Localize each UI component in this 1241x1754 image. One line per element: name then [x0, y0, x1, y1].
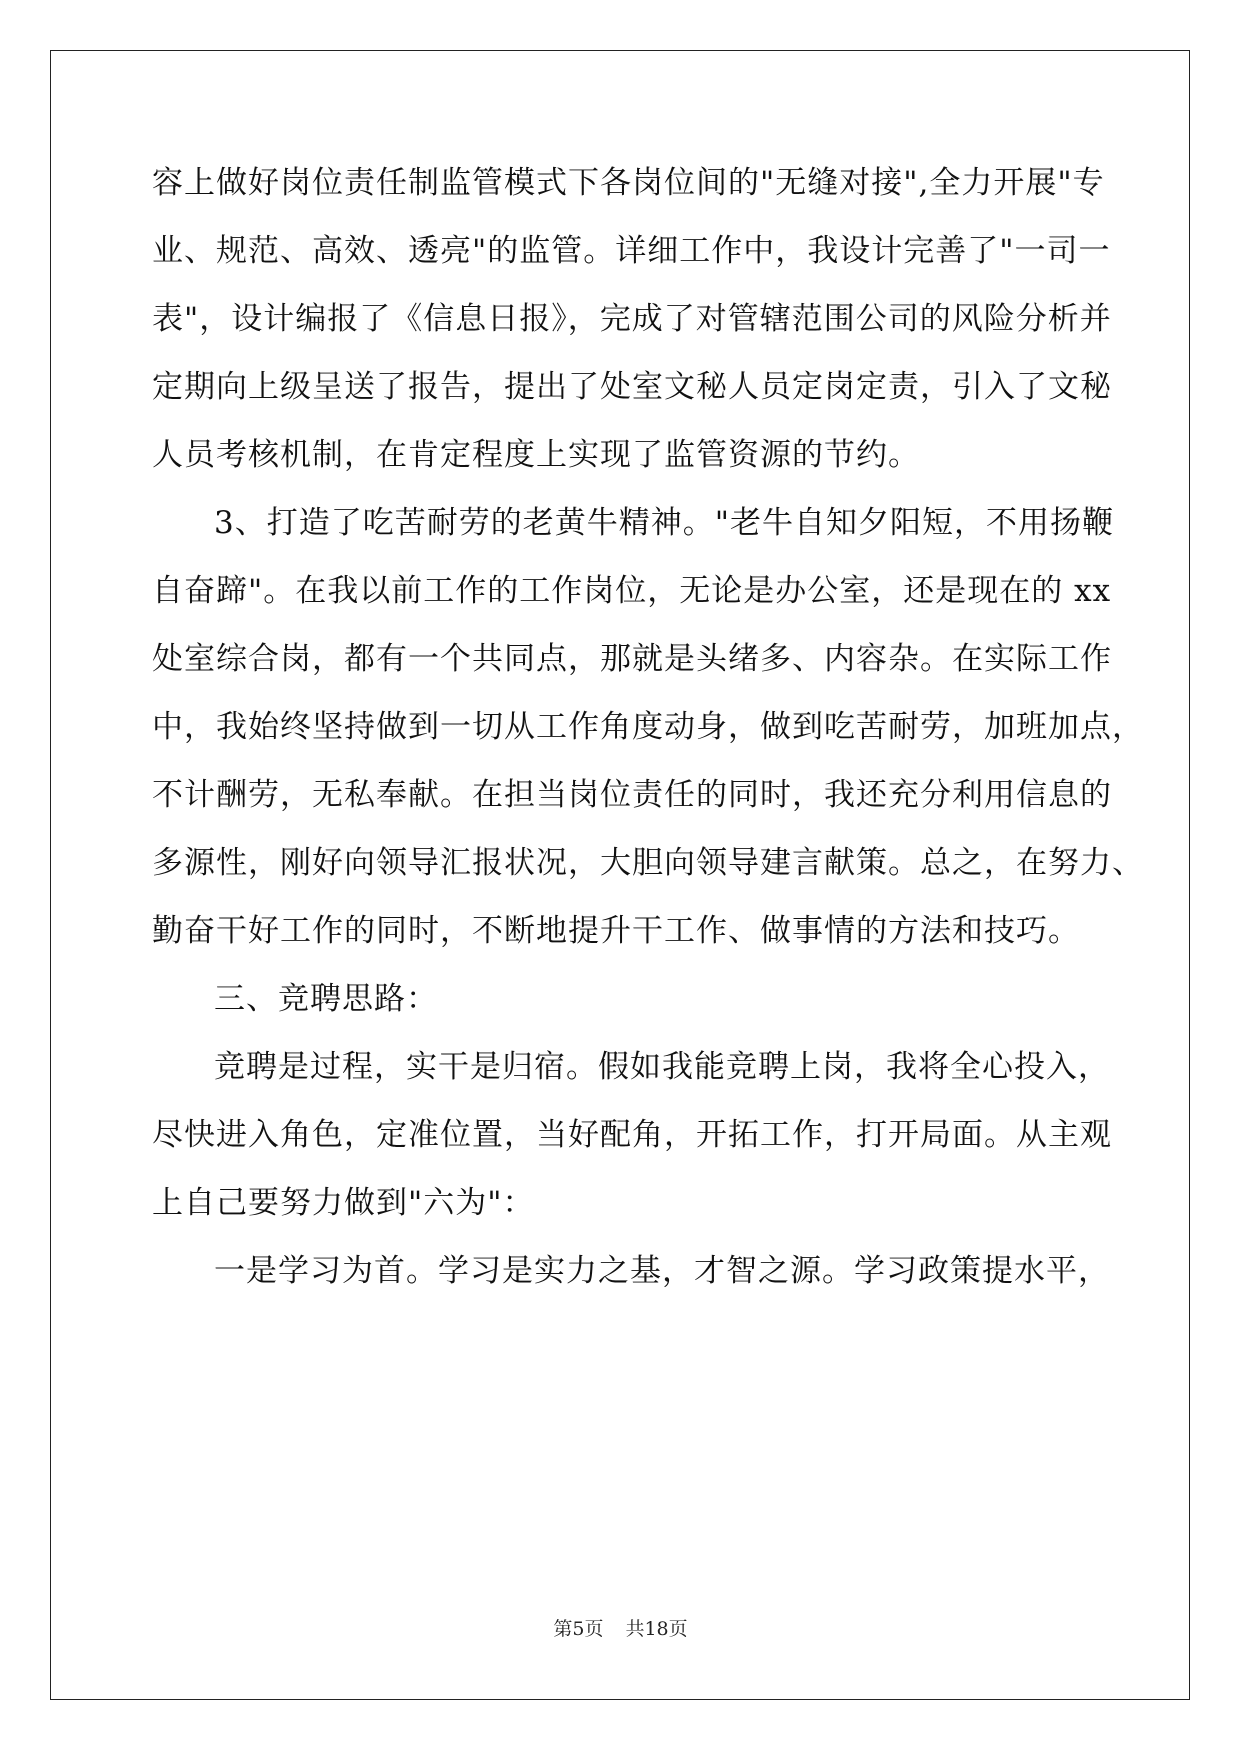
- text-line: 中，我始终坚持做到一切从工作角度动身，做到吃苦耐劳，加班加点，: [152, 709, 1144, 745]
- page-total: 共18页: [625, 1618, 688, 1640]
- text-line: 表"，设计编报了《信息日报》，完成了对管辖范围公司的风险分析并: [152, 301, 1112, 337]
- text-line: 处室综合岗，都有一个共同点，那就是头绪多、内容杂。在实际工作: [152, 641, 1112, 677]
- page-footer: [0, 1617, 1241, 1641]
- text-line: 勤奋干好工作的同时，不断地提升干工作、做事情的方法和技巧。: [152, 913, 1080, 949]
- text-line: 人员考核机制，在肯定程度上实现了监管资源的节约。: [152, 437, 920, 473]
- page-number: 第5页: [553, 1618, 604, 1640]
- text-line: 上自己要努力做到"六为"：: [152, 1185, 535, 1221]
- paragraph-start-line: 一是学习为首。学习是实力之基，才智之源。学习政策提水平，: [214, 1253, 1110, 1289]
- section-heading: 三、竞聘思路：: [214, 981, 438, 1017]
- paragraph-start-line: 竞聘是过程，实干是归宿。假如我能竞聘上岗，我将全心投入，: [214, 1049, 1110, 1085]
- text-line: 定期向上级呈送了报告，提出了处室文秘人员定岗定责，引入了文秘: [152, 369, 1112, 405]
- text-line: 不计酬劳，无私奉献。在担当岗位责任的同时，我还充分利用信息的: [152, 777, 1112, 813]
- text-line: 尽快进入角色，定准位置，当好配角，开拓工作，打开局面。从主观: [152, 1117, 1112, 1153]
- text-line: 业、规范、高效、透亮"的监管。详细工作中，我设计完善了"一司一: [152, 233, 1111, 269]
- paragraph-start-line: 3、打造了吃苦耐劳的老黄牛精神。"老牛自知夕阳短，不用扬鞭: [214, 505, 1114, 541]
- text-line: 容上做好岗位责任制监管模式下各岗位间的"无缝对接",全力开展"专: [152, 165, 1105, 201]
- text-line: 多源性，刚好向领导汇报状况，大胆向领导建言献策。总之，在努力、: [152, 845, 1144, 881]
- text-line: 自奋蹄"。在我以前工作的工作岗位，无论是办公室，还是现在的 xx: [152, 573, 1112, 609]
